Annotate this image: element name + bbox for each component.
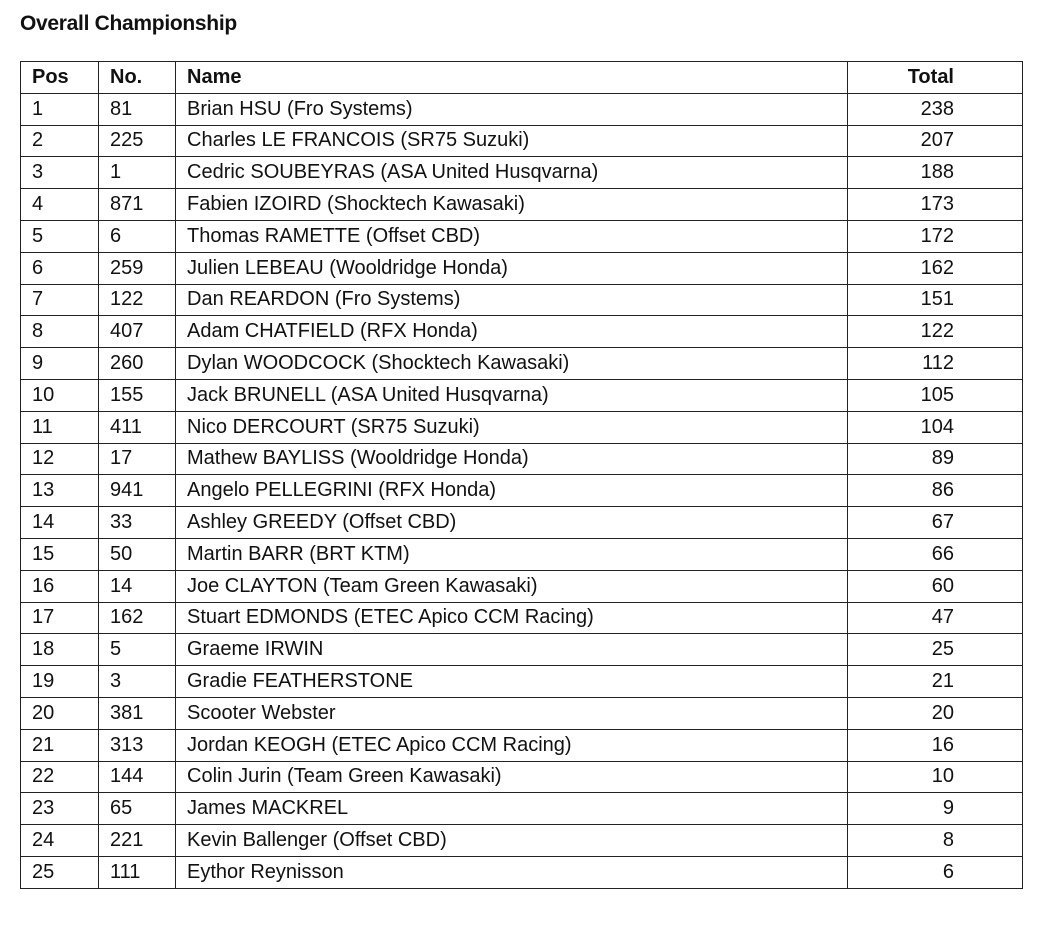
- cell-number: 144: [99, 761, 176, 793]
- cell-pos: 15: [21, 538, 99, 570]
- column-header-no: No.: [99, 62, 176, 94]
- cell-number: 871: [99, 189, 176, 221]
- cell-number: 313: [99, 729, 176, 761]
- cell-pos: 13: [21, 475, 99, 507]
- table-body: [21, 93, 1023, 888]
- cell-total: 47: [848, 602, 1023, 634]
- table-row: [21, 411, 1023, 443]
- cell-name: Stuart EDMONDS (ETEC Apico CCM Racing): [176, 602, 848, 634]
- cell-number: 111: [99, 856, 176, 888]
- cell-total: 16: [848, 729, 1023, 761]
- cell-total: 21: [848, 666, 1023, 698]
- cell-pos: 18: [21, 634, 99, 666]
- cell-number: 941: [99, 475, 176, 507]
- table-row: [21, 825, 1023, 857]
- table-row: [21, 316, 1023, 348]
- cell-pos: 23: [21, 793, 99, 825]
- cell-number: 381: [99, 697, 176, 729]
- cell-total: 207: [848, 125, 1023, 157]
- cell-total: 86: [848, 475, 1023, 507]
- cell-number: 81: [99, 93, 176, 125]
- cell-total: 8: [848, 825, 1023, 857]
- cell-name: Eythor Reynisson: [176, 856, 848, 888]
- cell-total: 172: [848, 220, 1023, 252]
- cell-total: 66: [848, 538, 1023, 570]
- cell-number: 221: [99, 825, 176, 857]
- table-row: [21, 284, 1023, 316]
- cell-number: 407: [99, 316, 176, 348]
- cell-name: Ashley GREEDY (Offset CBD): [176, 507, 848, 539]
- cell-pos: 3: [21, 157, 99, 189]
- cell-pos: 2: [21, 125, 99, 157]
- cell-total: 188: [848, 157, 1023, 189]
- cell-name: Joe CLAYTON (Team Green Kawasaki): [176, 570, 848, 602]
- cell-number: 6: [99, 220, 176, 252]
- cell-name: Dylan WOODCOCK (Shocktech Kawasaki): [176, 348, 848, 380]
- cell-pos: 12: [21, 443, 99, 475]
- cell-total: 67: [848, 507, 1023, 539]
- cell-name: Julien LEBEAU (Wooldridge Honda): [176, 252, 848, 284]
- cell-pos: 19: [21, 666, 99, 698]
- table-row: [21, 856, 1023, 888]
- cell-total: 162: [848, 252, 1023, 284]
- cell-pos: 8: [21, 316, 99, 348]
- table-row: [21, 570, 1023, 602]
- table-row: [21, 666, 1023, 698]
- cell-total: 10: [848, 761, 1023, 793]
- table-row: [21, 634, 1023, 666]
- table-row: [21, 443, 1023, 475]
- cell-name: Cedric SOUBEYRAS (ASA United Husqvarna): [176, 157, 848, 189]
- cell-total: 6: [848, 856, 1023, 888]
- table-row: [21, 475, 1023, 507]
- cell-total: 9: [848, 793, 1023, 825]
- table-row: [21, 93, 1023, 125]
- cell-total: 20: [848, 697, 1023, 729]
- cell-total: 104: [848, 411, 1023, 443]
- cell-total: 89: [848, 443, 1023, 475]
- cell-number: 14: [99, 570, 176, 602]
- cell-total: 151: [848, 284, 1023, 316]
- cell-number: 225: [99, 125, 176, 157]
- cell-name: Dan REARDON (Fro Systems): [176, 284, 848, 316]
- cell-pos: 6: [21, 252, 99, 284]
- cell-pos: 20: [21, 697, 99, 729]
- table-row: [21, 379, 1023, 411]
- cell-name: Kevin Ballenger (Offset CBD): [176, 825, 848, 857]
- cell-number: 259: [99, 252, 176, 284]
- cell-total: 112: [848, 348, 1023, 380]
- standings-table: [20, 61, 1023, 889]
- cell-total: 60: [848, 570, 1023, 602]
- cell-total: 105: [848, 379, 1023, 411]
- table-row: [21, 189, 1023, 221]
- cell-number: 5: [99, 634, 176, 666]
- cell-name: James MACKREL: [176, 793, 848, 825]
- cell-pos: 11: [21, 411, 99, 443]
- cell-name: Brian HSU (Fro Systems): [176, 93, 848, 125]
- column-header-pos: Pos: [21, 62, 99, 94]
- cell-number: 17: [99, 443, 176, 475]
- cell-number: 1: [99, 157, 176, 189]
- table-row: [21, 538, 1023, 570]
- cell-name: Adam CHATFIELD (RFX Honda): [176, 316, 848, 348]
- cell-name: Thomas RAMETTE (Offset CBD): [176, 220, 848, 252]
- cell-pos: 4: [21, 189, 99, 221]
- cell-name: Scooter Webster: [176, 697, 848, 729]
- cell-number: 33: [99, 507, 176, 539]
- column-header-total: Total: [848, 62, 1023, 94]
- cell-pos: 22: [21, 761, 99, 793]
- cell-name: Jordan KEOGH (ETEC Apico CCM Racing): [176, 729, 848, 761]
- cell-total: 122: [848, 316, 1023, 348]
- cell-pos: 5: [21, 220, 99, 252]
- table-row: [21, 697, 1023, 729]
- table-row: [21, 348, 1023, 380]
- cell-pos: 1: [21, 93, 99, 125]
- table-row: [21, 507, 1023, 539]
- cell-name: Fabien IZOIRD (Shocktech Kawasaki): [176, 189, 848, 221]
- cell-number: 162: [99, 602, 176, 634]
- cell-pos: 17: [21, 602, 99, 634]
- cell-pos: 7: [21, 284, 99, 316]
- cell-name: Gradie FEATHERSTONE: [176, 666, 848, 698]
- cell-number: 260: [99, 348, 176, 380]
- cell-name: Angelo PELLEGRINI (RFX Honda): [176, 475, 848, 507]
- cell-pos: 21: [21, 729, 99, 761]
- cell-name: Nico DERCOURT (SR75 Suzuki): [176, 411, 848, 443]
- cell-name: Colin Jurin (Team Green Kawasaki): [176, 761, 848, 793]
- cell-number: 65: [99, 793, 176, 825]
- table-row: [21, 793, 1023, 825]
- table-header-row: [21, 62, 1023, 94]
- table-row: [21, 157, 1023, 189]
- cell-pos: 16: [21, 570, 99, 602]
- cell-total: 25: [848, 634, 1023, 666]
- cell-pos: 10: [21, 379, 99, 411]
- table-row: [21, 220, 1023, 252]
- cell-total: 173: [848, 189, 1023, 221]
- cell-number: 3: [99, 666, 176, 698]
- cell-pos: 25: [21, 856, 99, 888]
- cell-name: Graeme IRWIN: [176, 634, 848, 666]
- cell-pos: 14: [21, 507, 99, 539]
- cell-total: 238: [848, 93, 1023, 125]
- cell-name: Jack BRUNELL (ASA United Husqvarna): [176, 379, 848, 411]
- page-title: Overall Championship: [20, 12, 237, 35]
- cell-name: Mathew BAYLISS (Wooldridge Honda): [176, 443, 848, 475]
- cell-name: Martin BARR (BRT KTM): [176, 538, 848, 570]
- table-row: [21, 602, 1023, 634]
- column-header-name: Name: [176, 62, 848, 94]
- cell-number: 155: [99, 379, 176, 411]
- cell-number: 50: [99, 538, 176, 570]
- cell-name: Charles LE FRANCOIS (SR75 Suzuki): [176, 125, 848, 157]
- cell-pos: 24: [21, 825, 99, 857]
- cell-number: 122: [99, 284, 176, 316]
- cell-pos: 9: [21, 348, 99, 380]
- table-row: [21, 729, 1023, 761]
- table-row: [21, 252, 1023, 284]
- table-row: [21, 125, 1023, 157]
- cell-number: 411: [99, 411, 176, 443]
- table-row: [21, 761, 1023, 793]
